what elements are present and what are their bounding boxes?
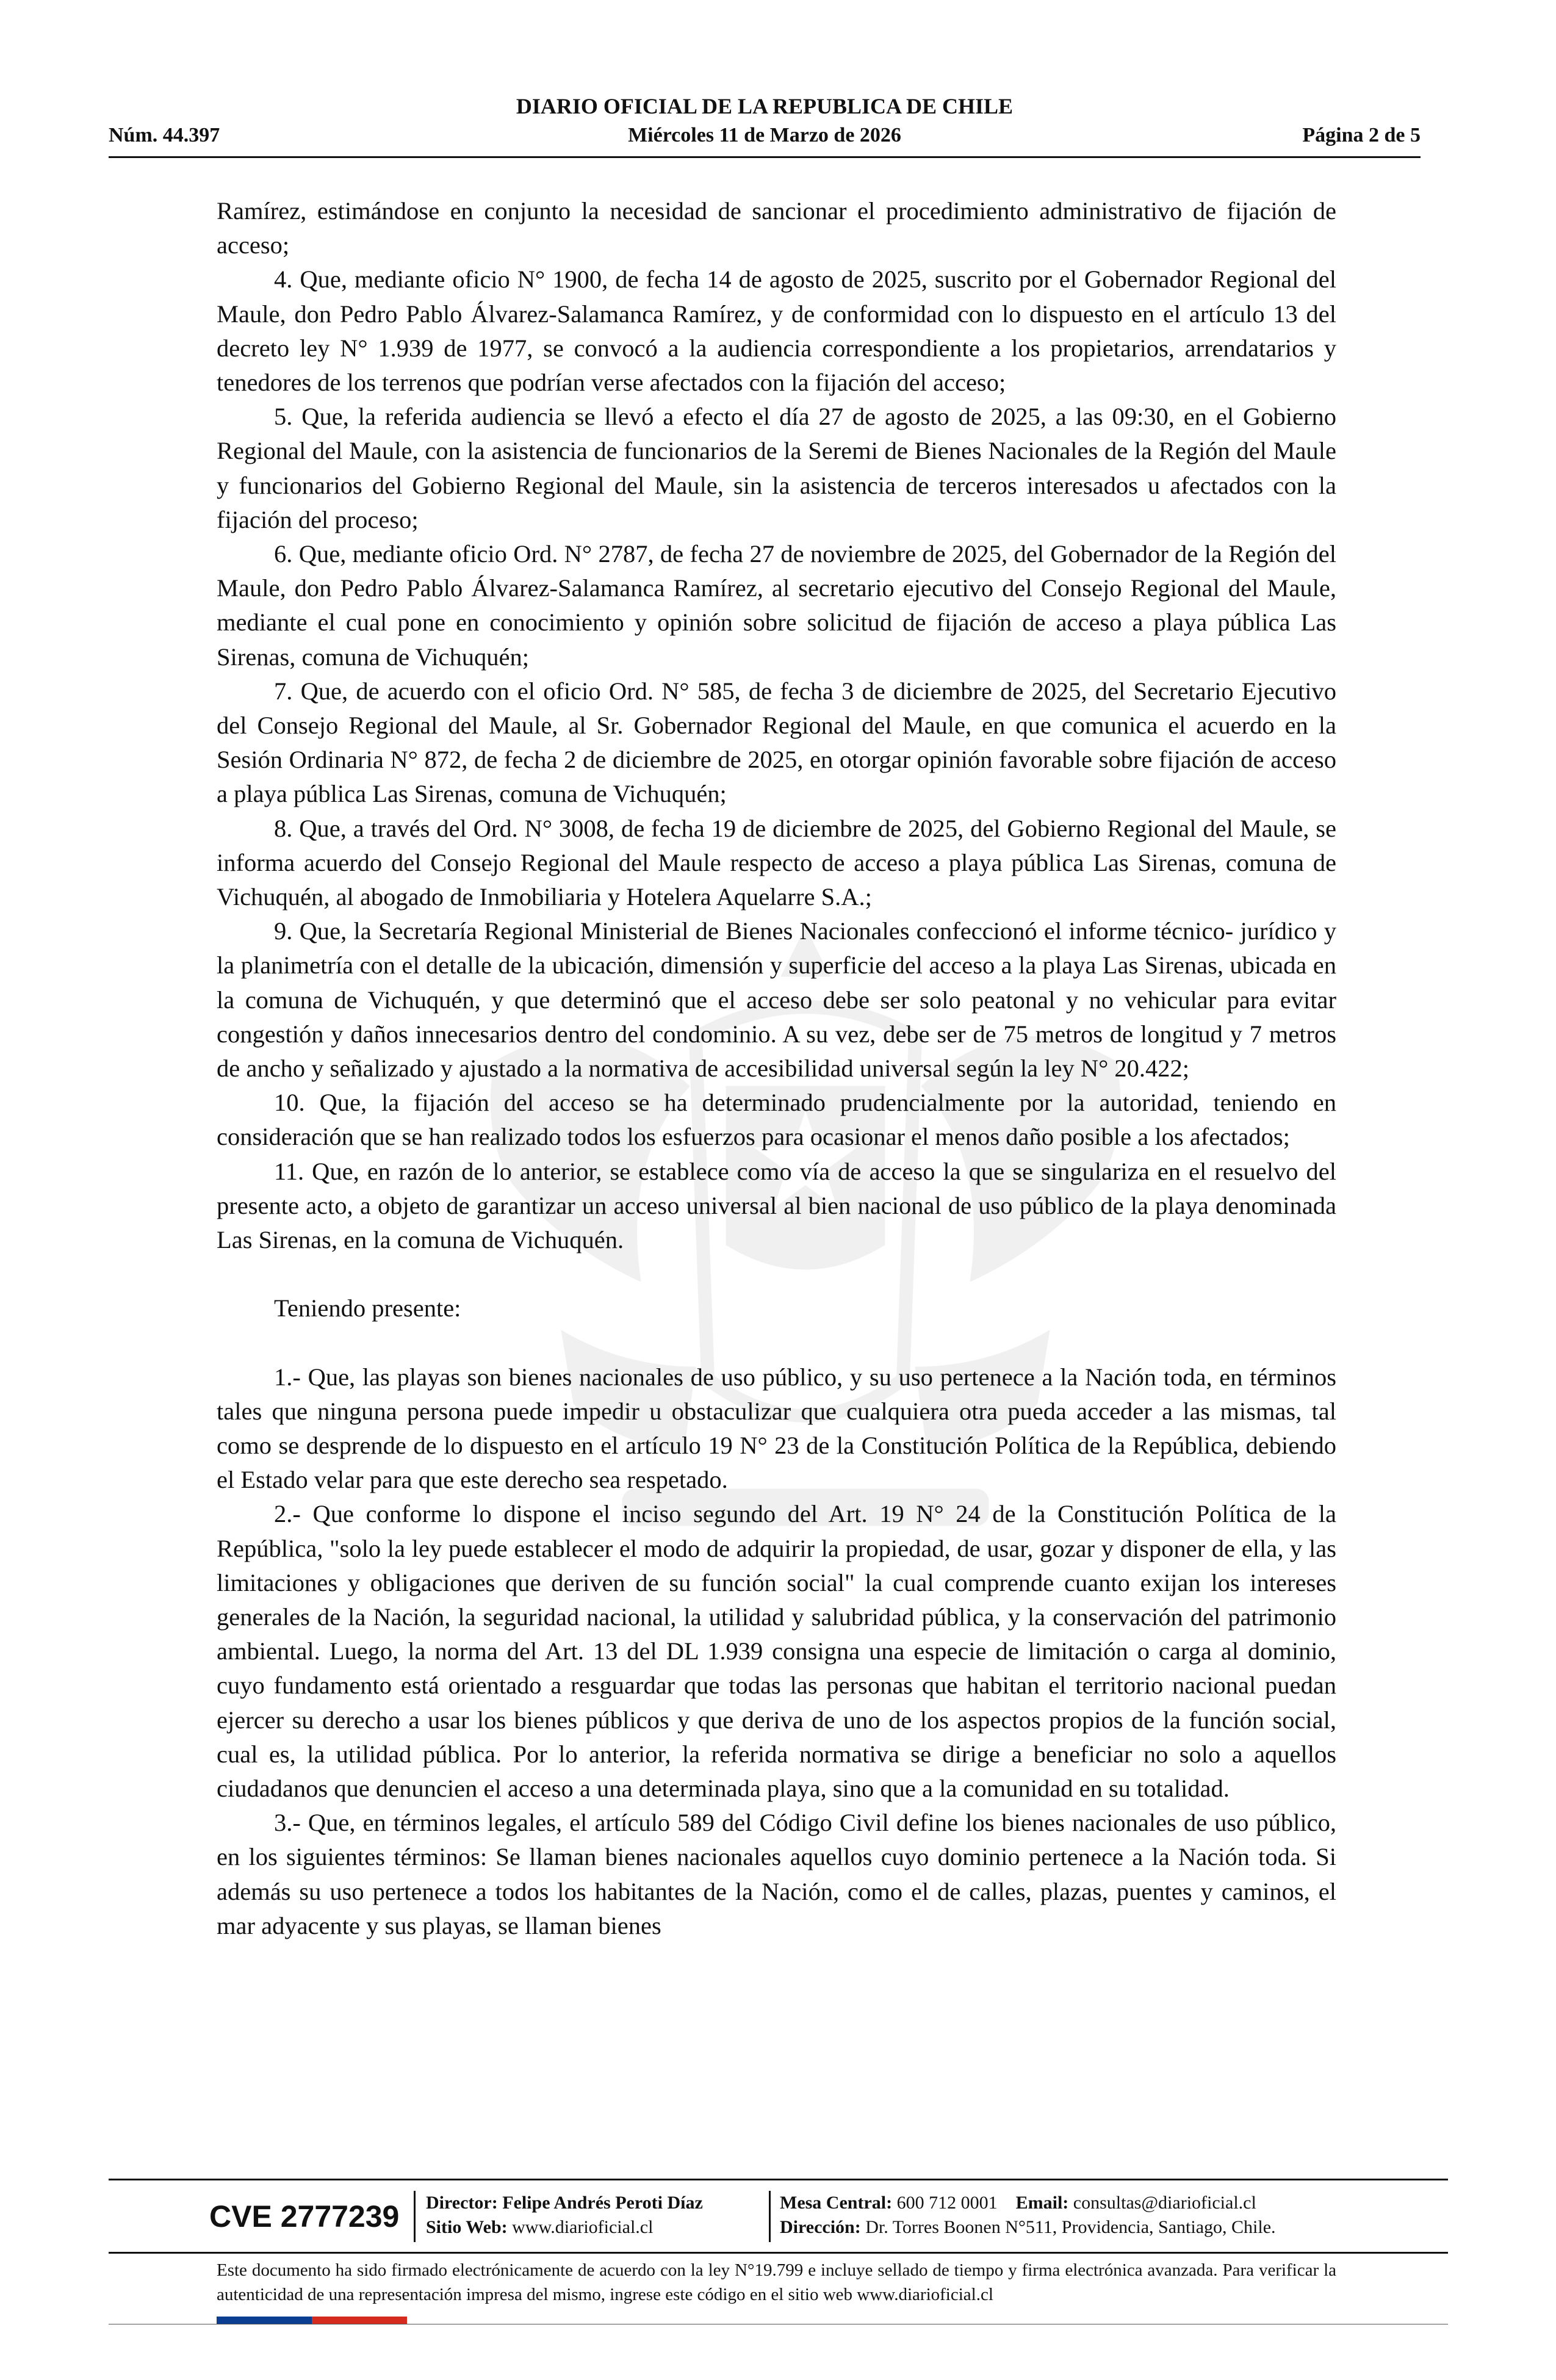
paragraph: 10. Que, la fijación del acceso se ha determinado prudencialmente por la autoridad, teniendo en consideración que se han realizado todos los esfuerzos para ocasionar el menos daño posible a los afectados; [217, 1089, 1336, 1151]
footer-separator [414, 2191, 416, 2242]
address-text: Dr. Torres Boonen N°511, Providencia, Santiago, Chile. [865, 2217, 1276, 2237]
email-label: Email: [1015, 2193, 1069, 2213]
footer-separator [769, 2191, 771, 2242]
cve-code: CVE 2777239 [209, 2199, 400, 2234]
paragraph: 3.- Que, en términos legales, el artículo 589 del Código Civil define los bienes nacionales de uso público, en los siguientes términos: Se llaman bienes nacionales aquellos cuyo dominio pertenece a la Nación toda. Si además su uso pertenece a todos los habitantes de la Nación, como el de calles, plazas, puentes y caminos, el mar adyacente y sus playas, se llaman bienes [217, 1809, 1336, 1939]
address-label: Dirección: [780, 2217, 861, 2237]
paragraph: 7. Que, de acuerdo con el oficio Ord. N° 585, de fecha 3 de diciembre de 2025, del Secretario Ejecutivo del Consejo Regional del Maule, al Sr. Gobernador Regional del Maule, en que comunica el acuerdo en la Sesión Ordinaria N° 872, de fecha 2 de diciembre de 2025, en otorgar opinión favorable sobre fijación de acceso a playa pública Las Sirenas, comuna de Vichuquén; [217, 677, 1336, 808]
director-label: Director: [426, 2193, 498, 2213]
paragraph: 2.- Que conforme lo dispone el inciso segundo del Art. 19 N° 24 de la Constitución Política de la República, "solo la ley puede establecer el modo de adquirir la propiedad, de usar, gozar y disponer de ella, y las limitaciones y obligaciones que deriven de su función social" la cual comprende cuanto exijan los intereses generales de la Nación, la seguridad nacional, la utilidad y salubridad pública, y la conservación del patrimonio ambiental. Luego, la norma del Art. 13 del DL 1.939 consigna una especie de limitación o carga al dominio, cuyo fundamento está orientado a resguardar que todas las personas que habitan el territorio nacional puedan ejercer su derecho a usar los bienes públicos y que deriva de uno de los aspectos propios de la función social, cual es, la utilidad pública. Por lo anterior, la referida normativa se dirige a beneficiar no solo a aquellos ciudadanos que denuncien el acceso a una determinada playa, sino que a la comunidad en su totalidad. [217, 1500, 1336, 1802]
footer-divider [109, 2252, 1448, 2254]
paragraph: Ramírez, estimándose en conjunto la necesidad de sancionar el procedimiento administrativo de fijación de acceso; [217, 197, 1336, 259]
paragraph: 6. Que, mediante oficio Ord. N° 2787, de fecha 27 de noviembre de 2025, del Gobernador de la Región del Maule, don Pedro Pablo Álvarez-Salamanca Ramírez, al secretario ejecutivo del Consejo Regional del Maule, mediante el cual pone en conocimiento y opinión sobre solicitud de fijación de acceso a playa pública Las Sirenas, comuna de Vichuquén; [217, 540, 1336, 671]
footer-contact-block [780, 2191, 1276, 2240]
director-name: Felipe Andrés Peroti Díaz [502, 2193, 703, 2213]
footer-divider [109, 2179, 1448, 2180]
page-header [109, 92, 1421, 158]
paragraph: 4. Que, mediante oficio N° 1900, de fecha 14 de agosto de 2025, suscrito por el Gobernador Regional del Maule, don Pedro Pablo Álvarez-Salamanca Ramírez, y de conformidad con lo dispuesto en el artículo 13 del decreto ley N° 1.939 de 1977, se convocó a la audiencia correspondiente a los propietarios, arrendatarios y tenedores de los terrenos que podrían verse afectados con la fijación del acceso; [217, 265, 1336, 397]
issue-date: Miércoles 11 de Marzo de 2026 [628, 124, 901, 146]
paragraph: 11. Que, en razón de lo anterior, se establece como vía de acceso la que se singulariza en el resuelvo del presente acto, a objeto de garantizar un acceso universal al bien nacional de uso público de la playa denominada Las Sirenas, en la comuna de Vichuquén. [217, 1157, 1336, 1254]
page-indicator: Página 2 de 5 [1302, 124, 1421, 146]
website-link[interactable]: www.diarioficial.cl [512, 2217, 654, 2237]
issue-number: Núm. 44.397 [109, 124, 220, 146]
phone-label: Mesa Central: [780, 2193, 893, 2213]
page-footer [109, 2186, 1448, 2247]
document-body [217, 194, 1336, 1943]
flag-color-bar [217, 2317, 407, 2324]
phone-number: 600 712 0001 [896, 2193, 998, 2213]
paragraph: 1.- Que, las playas son bienes nacionales de uso público, y su uso pertenece a la Nación toda, en términos tales que ninguna persona puede impedir u obstaculizar que cualquiera otra pueda acceder a las mismas, tal como se desprende de lo dispuesto en el artículo 19 N° 23 de la Constitución Política de la República, debiendo el Estado velar para que este derecho sea respetado. [217, 1363, 1336, 1494]
email-link[interactable]: consultas@diarioficial.cl [1073, 2193, 1256, 2213]
signature-disclaimer: Este documento ha sido firmado electrónicamente de acuerdo con la ley N°19.799 e incluye sellado de tiempo y firma electrónica avanzada. Para verificar la autenticidad de una representación impresa del mismo, ingrese este código en el sitio web www.diarioficial.cl [217, 2260, 1336, 2304]
section-heading: Teniendo presente: [274, 1294, 461, 1322]
paragraph: 9. Que, la Secretaría Regional Ministerial de Bienes Nacionales confeccionó el informe técnico- jurídico y la planimetría con el detalle de la ubicación, dimensión y superficie del acceso a la playa Las Sirenas, ubicada en la comuna de Vichuquén, y que determinó que el acceso debe ser solo peatonal y no vehicular para evitar congestión y daños innecesarios dentro del condominio. A su vez, debe ser de 75 metros de longitud y 7 metros de ancho y señalizado y ajustado a la normativa de accesibilidad universal según la ley N° 20.422; [217, 917, 1336, 1083]
newspaper-title: DIARIO OFICIAL DE LA REPUBLICA DE CHILE [516, 94, 1014, 118]
website-label: Sitio Web: [426, 2217, 508, 2237]
paragraph: 5. Que, la referida audiencia se llevó a efecto el día 27 de agosto de 2025, a las 09:30, en el Gobierno Regional del Maule, con la asistencia de funcionarios de la Seremi de Bienes Nacionales de la Región del Maule y funcionarios del Gobierno Regional del Maule, sin la asistencia de terceros interesados u afectados con la fijación del proceso; [217, 403, 1336, 533]
flag-blue-segment [217, 2317, 312, 2324]
paragraph: 8. Que, a través del Ord. N° 3008, de fecha 19 de diciembre de 2025, del Gobierno Regional del Maule, se informa acuerdo del Consejo Regional del Maule respecto de acceso a playa pública Las Sirenas, comuna de Vichuquén, al abogado de Inmobiliaria y Hotelera Aquelarre S.A.; [217, 814, 1336, 911]
footer-director-block [426, 2191, 703, 2240]
flag-red-segment [312, 2317, 407, 2324]
